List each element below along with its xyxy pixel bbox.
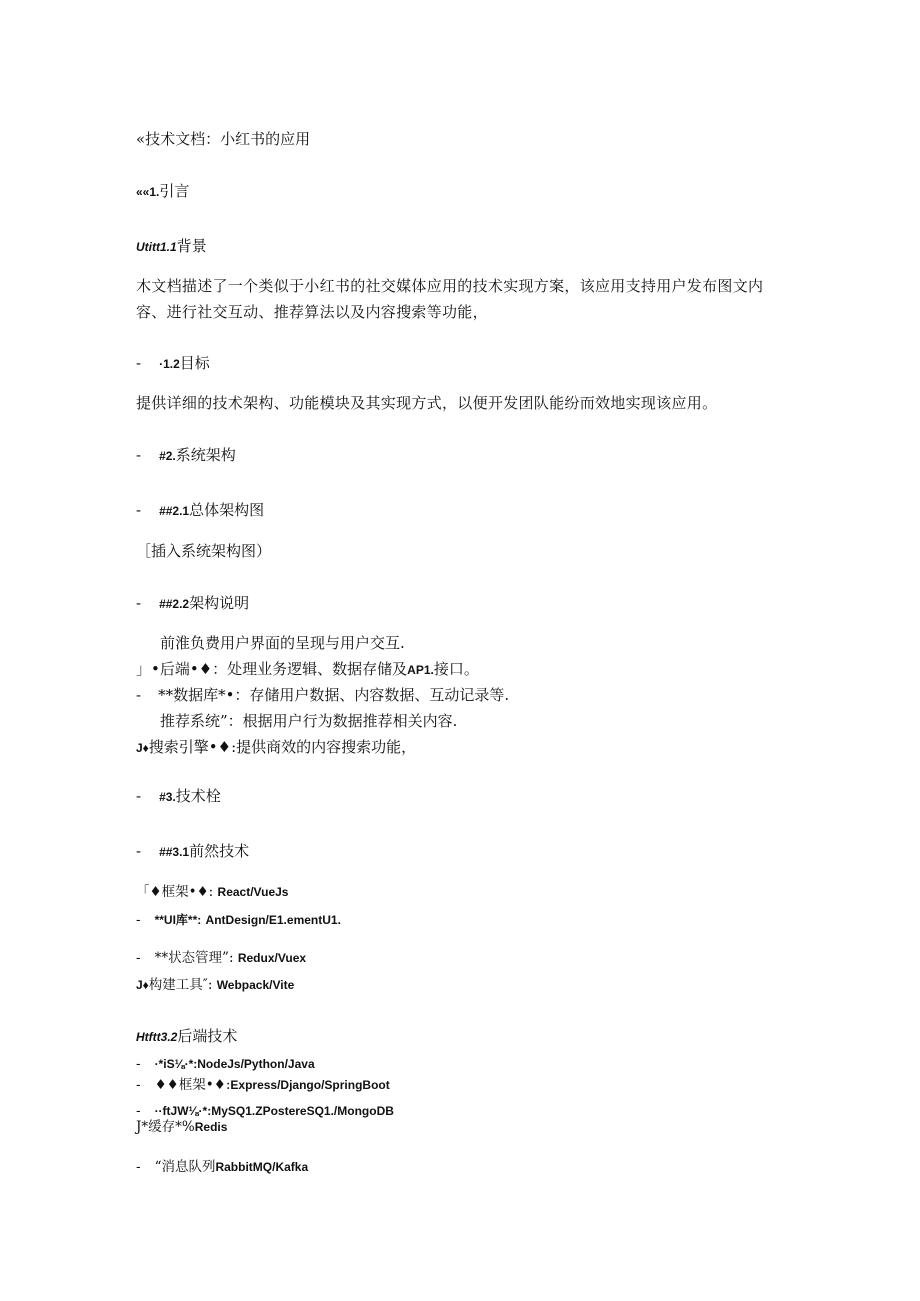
item-label: 构建工具″: <box>148 977 213 993</box>
heading-text: 目标 <box>179 354 210 372</box>
arch-item-frontend <box>160 633 405 653</box>
heading-overall-diagram <box>136 500 264 521</box>
heading-text: 技术栓 <box>175 787 221 805</box>
item-text: 搜索引擎•♦:提供商效的内容搜索功能， <box>148 738 417 756</box>
item-value: MySQ1.ZPostereSQ1./MongoDB <box>211 1104 394 1118</box>
item-value: RabbitMQ/Kafka <box>215 1160 309 1174</box>
heading-number: #3. <box>159 790 176 804</box>
heading-intro <box>136 181 189 202</box>
item-value: Redis <box>194 1120 228 1134</box>
item-label: **UI库**: <box>154 913 202 927</box>
heading-number: ##2.2 <box>159 597 190 611</box>
list-dash: - <box>136 787 142 805</box>
list-dash: - <box>136 501 142 519</box>
item-label: “消息队列 <box>154 1159 216 1175</box>
item-label: 框架•♦: <box>161 884 214 900</box>
frontend-item-framework <box>136 882 288 902</box>
heading-tech-stack <box>136 786 221 807</box>
item-value: Express/Django/SpringBoot <box>230 1078 390 1092</box>
heading-number: ·1.2 <box>159 357 180 371</box>
heading-goal <box>136 353 210 374</box>
heading-number: ««1. <box>136 185 160 199</box>
heading-number: Utitt1.1 <box>136 240 177 254</box>
arch-item-database <box>136 685 509 705</box>
list-dash: - <box>136 354 142 372</box>
heading-number: Htftt3.2 <box>136 1030 178 1044</box>
item-text: 推荐系统”：根据用户行为数据推荐相关内容. <box>160 712 458 730</box>
item-value: NodeJs/Python/Java <box>197 1057 315 1071</box>
item-label: **状态管理”: <box>154 950 234 966</box>
frontend-item-build-tools <box>136 975 294 995</box>
heading-frontend-tech <box>136 841 249 862</box>
heading-number: #2. <box>159 449 176 463</box>
background-paragraph-line-1: 木文档描述了一个类似于小红书的社交媒体应用的技术实现方案，该应用支持用户发布图文内 <box>136 277 764 295</box>
heading-text: 引言 <box>159 182 190 200</box>
heading-text: 前然技术 <box>189 842 250 860</box>
item-value: AntDesign/E1.ementU1. <box>205 913 341 927</box>
list-dash: - <box>136 842 142 860</box>
item-label: ♦♦框架•♦: <box>154 1077 231 1093</box>
item-bold: AP1. <box>407 663 434 677</box>
heading-text: 总体架构图 <box>189 501 265 519</box>
goal-paragraph: 提供详细的技术架构、功能模块及其实现方式，以便开发团队能纷而效地实现该应用。 <box>136 394 718 412</box>
heading-text: 背景 <box>176 237 207 255</box>
item-label: J*缓存*% <box>136 1119 195 1135</box>
item-lead: J♦ <box>136 978 149 992</box>
arch-item-recommendation <box>160 711 457 731</box>
item-value: Redux/Vuex <box>237 951 307 965</box>
heading-system-architecture <box>136 445 236 466</box>
background-paragraph-line-2: 容、进行社交互动、推荐算法以及内容搜索等功能， <box>136 303 488 321</box>
item-lead: 」• <box>136 660 160 678</box>
frontend-item-state-management <box>136 948 306 968</box>
item-lead: - <box>136 1056 141 1072</box>
frontend-item-ui-library <box>136 910 341 930</box>
heading-text: 架构说明 <box>189 594 250 612</box>
backend-item-message-queue <box>136 1157 308 1177</box>
item-lead: - <box>136 912 141 928</box>
heading-background <box>136 236 207 257</box>
heading-number: ##3.1 <box>159 845 190 859</box>
item-lead: - <box>136 1077 141 1093</box>
item-lead: - <box>136 1103 141 1119</box>
arch-item-backend <box>136 659 479 680</box>
backend-item-framework <box>136 1075 390 1095</box>
item-text: 后端•♦：处理业务逻辑、数据存储及 <box>159 660 408 678</box>
item-tail: 接口。 <box>433 660 479 678</box>
heading-backend-tech <box>136 1026 237 1047</box>
item-text: **数据库*•：存储用户数据、内容数据、互动记录等. <box>158 686 510 704</box>
item-lead: - <box>136 1159 141 1175</box>
backend-item-language <box>136 1054 315 1074</box>
heading-number: ##2.1 <box>159 504 190 518</box>
item-lead: - <box>136 950 141 966</box>
item-lead: - <box>136 686 142 704</box>
list-dash: - <box>136 446 142 464</box>
item-text: 前淮负费用户界面的呈现与用户交互. <box>160 634 405 652</box>
item-lead: 「♦ <box>136 884 162 900</box>
arch-item-search-engine <box>136 737 416 758</box>
backend-item-cache <box>136 1117 227 1137</box>
item-label: ··ftJW⅛·*: <box>154 1104 212 1118</box>
diagram-placeholder: ［插入系统架构图） <box>136 542 272 560</box>
item-value: React/VueJs <box>217 885 289 899</box>
list-dash: - <box>136 594 142 612</box>
item-lead: J♦ <box>136 741 149 755</box>
doc-title: «技术文档：小红书的应用 <box>136 130 311 148</box>
item-label: ·*iS⅛·*: <box>154 1057 198 1071</box>
heading-text: 后端技术 <box>177 1027 238 1045</box>
heading-text: 系统架构 <box>175 446 236 464</box>
item-value: Webpack/Vite <box>216 978 295 992</box>
heading-architecture-description <box>136 593 249 614</box>
